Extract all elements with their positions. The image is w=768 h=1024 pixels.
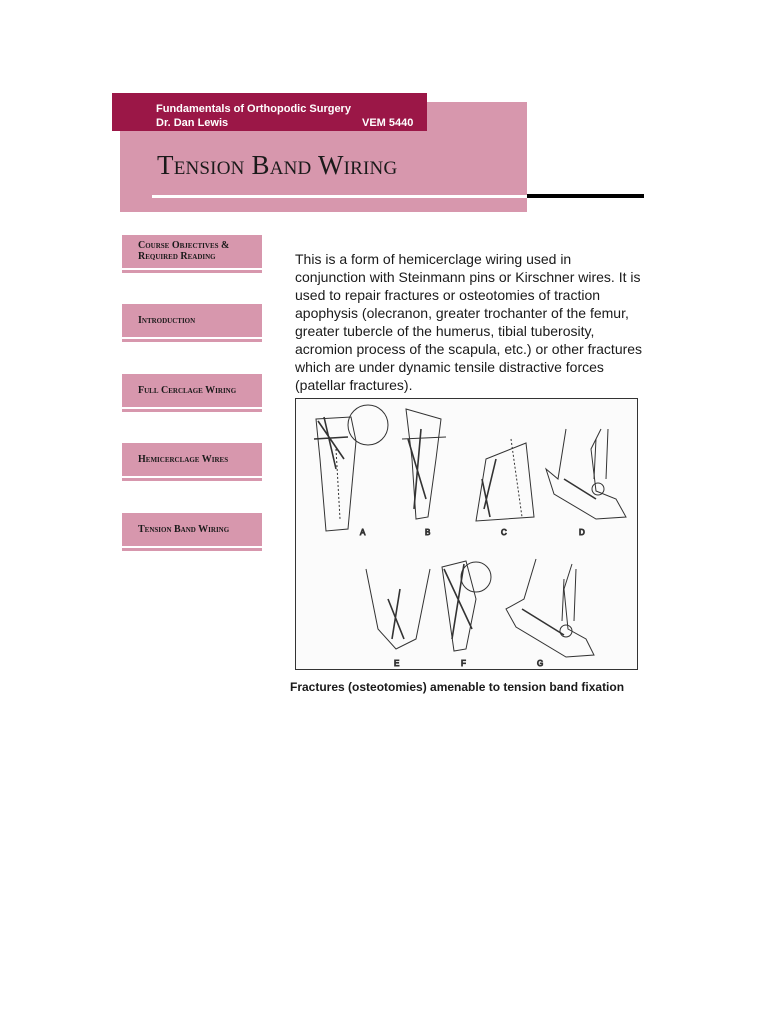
course-code: VEM 5440 — [362, 117, 414, 129]
course-name: Fundamentals of Orthopodic Surgery — [156, 103, 351, 115]
nav-underline — [122, 268, 262, 270]
nav-hemicerclage-button[interactable] — [122, 443, 262, 481]
nav-label: Full Cerclage Wiring — [138, 385, 237, 396]
drawing-d-foot — [546, 429, 626, 519]
drawing-c-ulna — [476, 439, 534, 521]
intro-paragraph: This is a form of hemicerclage wiring used in conjunction with Steinmann pins or Kirschner wires. It is used to repair fractures or osteotomies of traction apophysis (olecranon, greater trochanter of the femur, greater tubercle of the humerus, tibial tuberosity, acromion process of the scapula, etc.) or other fractures which are under dynamic tensile distractive forces (patellar fractures). — [295, 251, 643, 393]
nav-label-line1: Course Objectives & — [138, 240, 230, 251]
nav-label: Introduction — [138, 315, 196, 326]
nav-full-cerclage-button[interactable] — [122, 374, 262, 412]
nav-underline — [122, 546, 262, 548]
author-name: Dr. Dan Lewis — [156, 117, 229, 129]
nav-underline — [122, 337, 262, 339]
nav-label: Hemicerclage Wires — [138, 454, 229, 465]
nav-underline — [122, 476, 262, 478]
figure-label-d: D — [579, 528, 585, 537]
figure-label-c: C — [501, 528, 507, 537]
black-divider — [527, 194, 644, 198]
figure-label-f: F — [461, 659, 466, 668]
course-banner — [112, 93, 427, 131]
figure-label-b: B — [425, 528, 431, 537]
drawing-f-humerus — [442, 561, 491, 651]
nav-label-line2: Required Reading — [138, 251, 216, 262]
bone-drawings — [296, 399, 637, 669]
title-divider — [152, 195, 527, 198]
fracture-illustration — [295, 398, 638, 670]
drawing-e-distal — [366, 569, 430, 649]
figure-label-e: E — [394, 659, 400, 668]
drawing-b-tibia — [402, 409, 446, 519]
drawing-a-femur — [314, 405, 388, 531]
drawing-g-hindfoot — [506, 559, 594, 657]
nav-course-objectives-button[interactable] — [122, 235, 262, 273]
page-title: Tension Band Wiring — [157, 150, 398, 180]
nav-introduction-button[interactable] — [122, 304, 262, 342]
nav-label: Tension Band Wiring — [138, 524, 230, 535]
figure-label-g: G — [537, 659, 544, 668]
nav-underline — [122, 407, 262, 409]
nav-tension-band-button[interactable] — [122, 513, 262, 551]
figure-caption: Fractures (osteotomies) amenable to tension band fixation — [290, 680, 625, 694]
figure-label-a: A — [360, 528, 366, 537]
